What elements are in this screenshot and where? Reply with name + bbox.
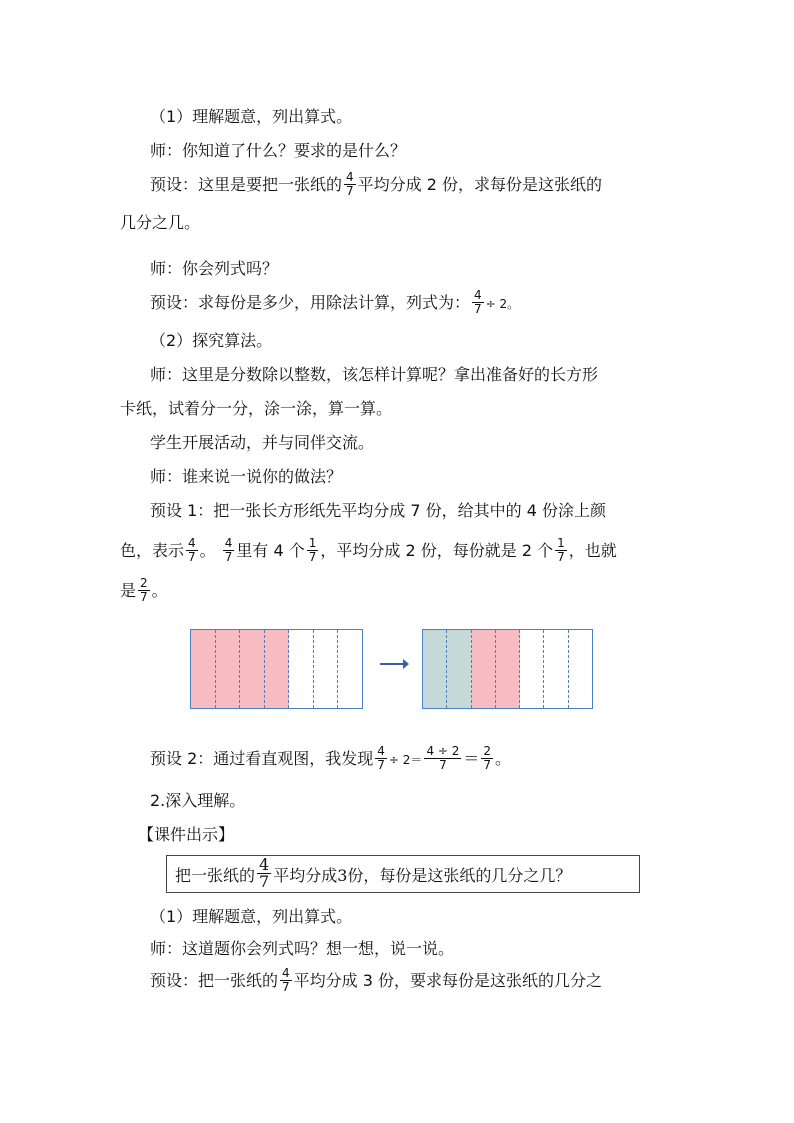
right-arrow-icon	[380, 663, 404, 665]
step-heading: （2）探究算法。	[150, 331, 273, 350]
fraction-4-7: $\frac{4}{7}$	[188, 536, 196, 564]
diagram-segment-5	[520, 630, 544, 708]
fraction-2-7: $\frac{2}{7}$	[483, 744, 492, 772]
diagram-segment-1	[191, 630, 216, 708]
section-heading: 2.深入理解。	[150, 791, 246, 810]
preset-line: 预设：求每份是多少，用除法计算，列式为： $\frac{4}{7}$ ÷ 2。	[150, 288, 520, 316]
teacher-question-cont: 卡纸，试着分一分，涂一涂，算一算。	[120, 399, 393, 418]
step-heading: （1）理解题意，列出算式。	[150, 107, 353, 126]
preset-line-cont: 是 $\frac{2}{7}$ 。	[120, 576, 168, 604]
fraction-4div2-7: $\frac{4 \div 2}{7}$	[426, 744, 460, 772]
teacher-question: 师：你会列式吗？	[150, 259, 279, 278]
fraction-2-7: $\frac{2}{7}$	[140, 576, 148, 604]
student-activity: 学生开展活动，并与同伴交流。	[150, 433, 375, 452]
diagram-segment-2	[447, 630, 471, 708]
fraction-4-7: $\frac{4}{7}$	[259, 854, 270, 891]
fraction-1-7: $\frac{1}{7}$	[308, 536, 317, 564]
fraction-4-7: $\frac{4}{7}$	[377, 744, 385, 772]
diagram-segment-3	[472, 630, 496, 708]
fraction-4-7: $\frac{4}{7}$	[282, 966, 290, 994]
problem-box: 把一张纸的 $\frac{4}{7}$ 平均分成3份，每份是这张纸的几分之几？	[166, 855, 640, 893]
diagram-segment-2	[216, 630, 241, 708]
diagram-segment-5	[289, 630, 314, 708]
preset-line: 预设：这里是要把一张纸的 $\frac{4}{7}$ 平均分成 2 份，求每份是这张纸的	[150, 170, 603, 198]
preset-line: 预设 2：通过看直观图，我发现 $\frac{4}{7}$ ÷ 2＝ $\frac{4 \div 2}{7}$ ＝ $\frac{2}{7}$ 。	[150, 744, 512, 772]
teacher-question: 师：你知道了什么？要求的是什么？	[150, 141, 407, 160]
diagram-segment-4	[496, 630, 520, 708]
preset-line: 预设 1：把一张长方形纸先平均分成 7 份，给其中的 4 份涂上颜	[150, 501, 606, 520]
diagram-segment-7	[569, 630, 592, 708]
preset-line: 预设：把一张纸的 $\frac{4}{7}$ 平均分成 3 份，要求每份是这张纸的几分之	[150, 966, 603, 994]
teacher-question: 师：这道题你会列式吗？想一想，说一说。	[150, 939, 455, 958]
preset-line-cont: 几分之几。	[120, 213, 201, 232]
fraction-diagram-after	[422, 629, 593, 709]
fraction-1-7: $\frac{1}{7}$	[557, 536, 565, 564]
diagram-segment-1	[423, 630, 447, 708]
diagram-segment-6	[314, 630, 339, 708]
preset-line-cont: 色，表示 $\frac{4}{7}$ 。 $\frac{4}{7}$ 里有 4 个 $\frac{1}{7}$ ，平均分成 2 份，每份就是 2 个 $\frac{1}{7}$ ，也就	[120, 536, 617, 564]
fraction-4-7: $\frac{4}{7}$	[346, 170, 354, 198]
diagram-segment-7	[338, 630, 362, 708]
fraction-diagram-before	[190, 629, 363, 709]
courseware-label: 【课件出示】	[138, 825, 235, 844]
fraction-4-7: $\frac{4}{7}$	[474, 288, 482, 316]
teacher-question: 师：这里是分数除以整数，该怎样计算呢？拿出准备好的长方形	[150, 365, 599, 384]
step-heading: （1）理解题意，列出算式。	[150, 907, 353, 926]
diagram-segment-4	[265, 630, 290, 708]
diagram-segment-6	[544, 630, 568, 708]
fraction-4-7: $\frac{4}{7}$	[224, 536, 233, 564]
teacher-question: 师：谁来说一说你的做法？	[150, 467, 343, 486]
diagram-segment-3	[240, 630, 265, 708]
